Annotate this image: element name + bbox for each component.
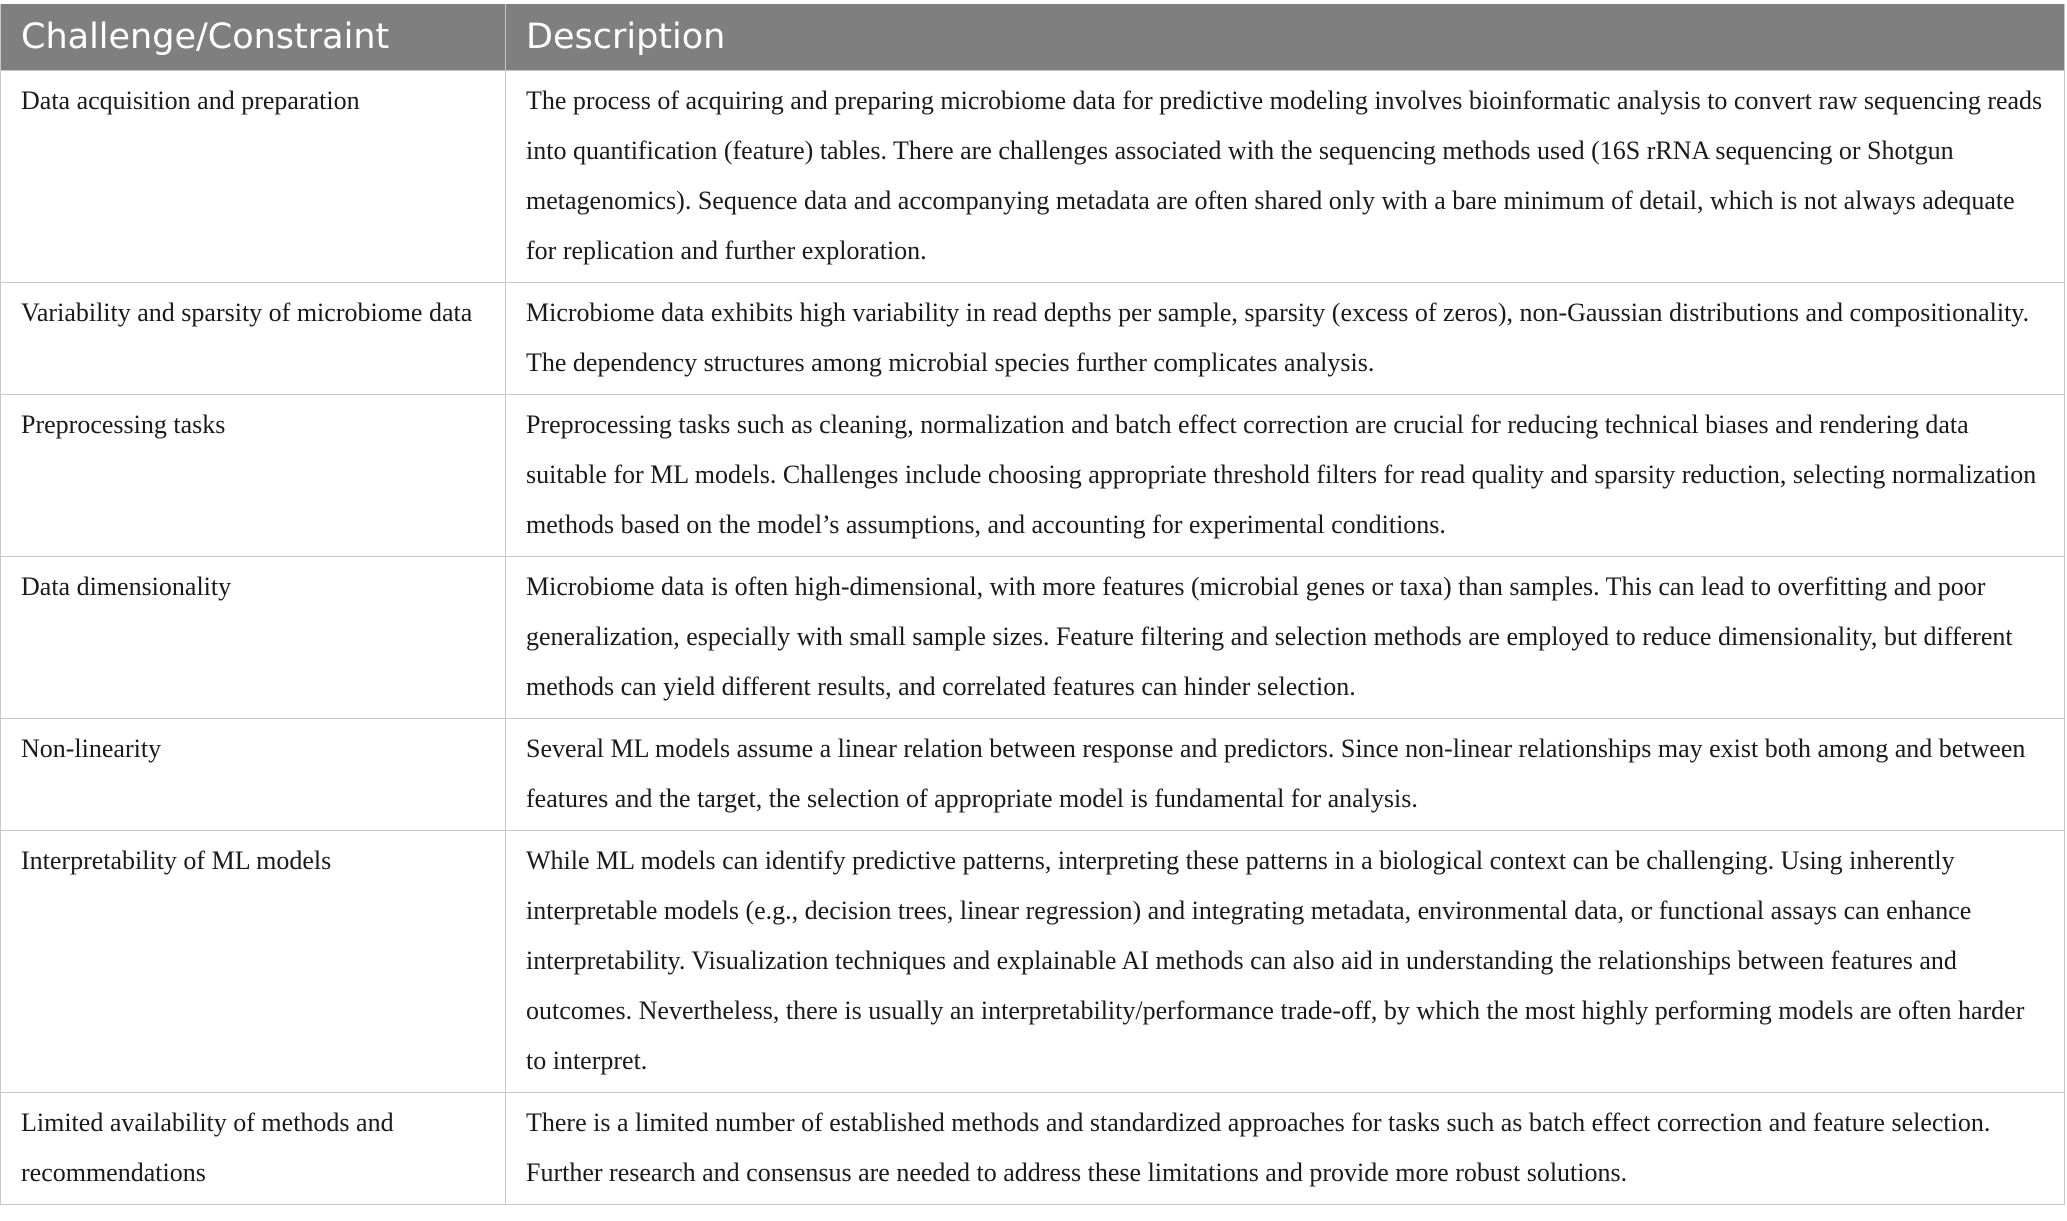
challenge-cell: Limited availability of methods and recommendations	[1, 1093, 506, 1205]
table-row	[1, 719, 2065, 831]
description-cell: Microbiome data exhibits high variability in read depths per sample, sparsity (excess of zeros), non-Gaussian distributions and compositionality. The dependency structures among microbial species further complicates analysis.	[506, 283, 2065, 395]
description-cell: Preprocessing tasks such as cleaning, normalization and batch effect correction are crucial for reducing technical biases and rendering data suitable for ML models. Challenges include choosing appropriate threshold filters for read quality and sparsity reduction, selecting normalization methods based on the model’s assumptions, and accounting for experimental conditions.	[506, 395, 2065, 557]
table-body	[1, 71, 2065, 1205]
description-cell: There is a limited number of established methods and standardized approaches for tasks such as batch effect correction and feature selection. Further research and consensus are needed to address these limitations and provide more robust solutions.	[506, 1093, 2065, 1205]
table-header	[1, 4, 2065, 71]
table-row	[1, 395, 2065, 557]
description-cell: The process of acquiring and preparing microbiome data for predictive modeling involves bioinformatic analysis to convert raw sequencing reads into quantification (feature) tables. There are challenges associated with the sequencing methods used (16S rRNA sequencing or Shotgun metagenomics). Sequence data and accompanying metadata are often shared only with a bare minimum of detail, which is not always adequate for replication and further exploration.	[506, 71, 2065, 283]
description-cell: Microbiome data is often high-dimensional, with more features (microbial genes or taxa) than samples. This can lead to overfitting and poor generalization, especially with small sample sizes. Feature filtering and selection methods are employed to reduce dimensionality, but different methods can yield different results, and correlated features can hinder selection.	[506, 557, 2065, 719]
column-header-challenge: Challenge/Constraint	[1, 4, 506, 71]
challenges-table-container	[0, 4, 2064, 1205]
table-row	[1, 283, 2065, 395]
challenge-cell: Variability and sparsity of microbiome data	[1, 283, 506, 395]
challenge-cell: Preprocessing tasks	[1, 395, 506, 557]
challenge-cell: Data acquisition and preparation	[1, 71, 506, 283]
column-header-description: Description	[506, 4, 2065, 71]
table-row	[1, 831, 2065, 1093]
description-cell: Several ML models assume a linear relation between response and predictors. Since non-linear relationships may exist both among and between features and the target, the selection of appropriate model is fundamental for analysis.	[506, 719, 2065, 831]
description-cell: While ML models can identify predictive patterns, interpreting these patterns in a biological context can be challenging. Using inherently interpretable models (e.g., decision trees, linear regression) and integrating metadata, environmental data, or functional assays can enhance interpretability. Visualization techniques and explainable AI methods can also aid in understanding the relationships between features and outcomes. Nevertheless, there is usually an interpretability/performance trade-off, by which the most highly performing models are often harder to interpret.	[506, 831, 2065, 1093]
challenges-table	[0, 4, 2065, 1205]
challenge-cell: Interpretability of ML models	[1, 831, 506, 1093]
challenge-cell: Non-linearity	[1, 719, 506, 831]
challenge-cell: Data dimensionality	[1, 557, 506, 719]
table-row	[1, 1093, 2065, 1205]
table-row	[1, 557, 2065, 719]
header-row	[1, 4, 2065, 71]
table-row	[1, 71, 2065, 283]
